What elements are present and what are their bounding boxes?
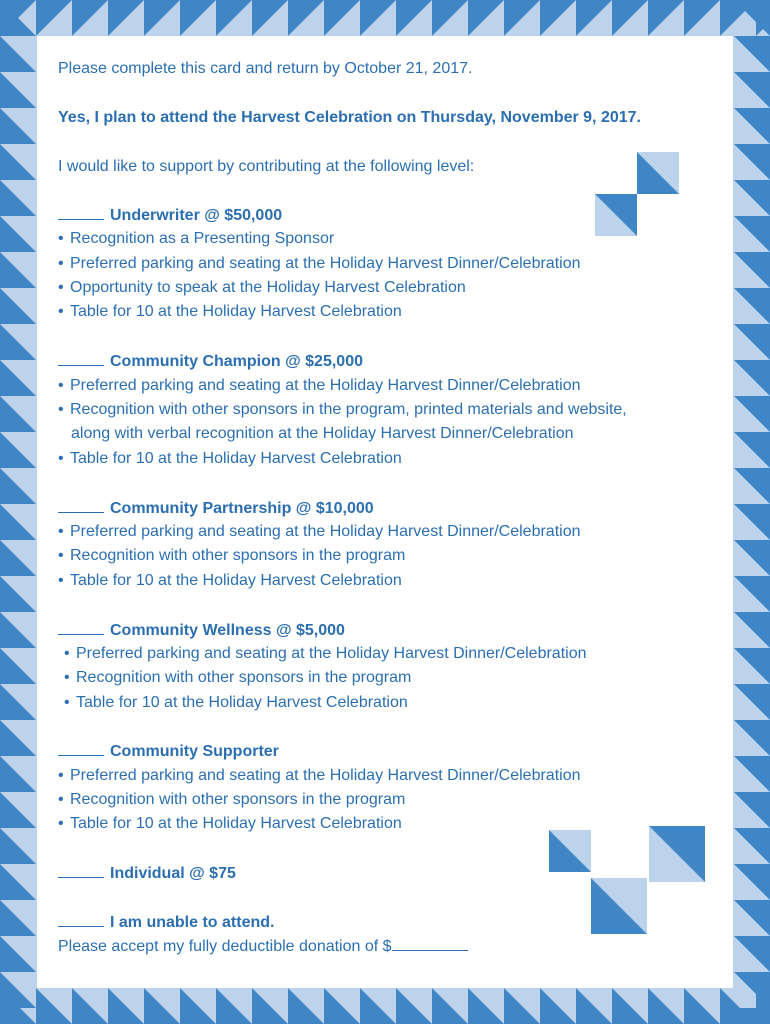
quilt-square-decoration-top [593, 152, 683, 237]
level-name: Individual @ $75 [110, 865, 236, 882]
list-item-continuation: along with verbal recognition at the Holiday Harvest Dinner/Celebration [71, 425, 574, 442]
level-name: Underwriter @ $50,000 [110, 207, 283, 224]
list-item: • Preferred parking and seating at the Holiday Harvest Dinner/Celebration [58, 767, 581, 784]
list-item: • Preferred parking and seating at the Holiday Harvest Dinner/Celebration [58, 377, 581, 394]
list-item: • Preferred parking and seating at the Holiday Harvest Dinner/Celebration [58, 523, 581, 540]
level-unable-to-attend [58, 912, 274, 933]
list-item: • Recognition as a Presenting Sponsor [58, 230, 335, 247]
level-blank-line[interactable] [58, 863, 104, 878]
level-blank-line[interactable] [58, 912, 104, 927]
donation-amount-blank[interactable] [392, 936, 468, 951]
list-item: • Table for 10 at the Holiday Harvest Celebration [58, 815, 402, 832]
level-individual [58, 863, 236, 884]
level-blank-line[interactable] [58, 351, 104, 366]
level-community-supporter [58, 741, 279, 762]
support-text: I would like to support by contributing at the following level: [58, 158, 475, 175]
rsvp-card [37, 36, 733, 988]
intro-text: Please complete this card and return by October 21, 2017. [58, 60, 473, 77]
list-item: • Table for 10 at the Holiday Harvest Celebration [58, 450, 402, 467]
level-blank-line[interactable] [58, 205, 104, 220]
list-item: • Opportunity to speak at the Holiday Harvest Celebration [58, 279, 466, 296]
list-item: • Recognition with other sponsors in the program [64, 669, 412, 686]
donation-line [58, 936, 468, 957]
level-community-partnership [58, 498, 374, 519]
list-item: • Recognition with other sponsors in the program [58, 547, 406, 564]
list-item: • Recognition with other sponsors in the program, printed materials and website, [58, 401, 627, 418]
level-name: Community Supporter [110, 743, 279, 760]
level-community-champion [58, 351, 363, 372]
quilt-square-decoration-bottom [547, 826, 707, 938]
list-item: • Table for 10 at the Holiday Harvest Celebration [64, 694, 408, 711]
level-name: Community Wellness @ $5,000 [110, 622, 345, 639]
level-community-wellness [58, 620, 345, 641]
list-item: • Preferred parking and seating at the Holiday Harvest Dinner/Celebration [58, 255, 581, 272]
level-blank-line[interactable] [58, 741, 104, 756]
level-name: Community Champion @ $25,000 [110, 353, 363, 370]
list-item: • Recognition with other sponsors in the program [58, 791, 406, 808]
list-item: • Table for 10 at the Holiday Harvest Celebration [58, 572, 402, 589]
attend-text: Yes, I plan to attend the Harvest Celebration on Thursday, November 9, 2017. [58, 109, 641, 126]
list-item: • Table for 10 at the Holiday Harvest Celebration [58, 303, 402, 320]
level-underwriter [58, 205, 282, 226]
donation-text: Please accept my fully deductible donation of $ [58, 938, 392, 955]
level-name: Community Partnership @ $10,000 [110, 500, 374, 517]
level-blank-line[interactable] [58, 498, 104, 513]
level-name: I am unable to attend. [110, 914, 275, 931]
level-blank-line[interactable] [58, 620, 104, 635]
list-item: • Preferred parking and seating at the Holiday Harvest Dinner/Celebration [64, 645, 587, 662]
